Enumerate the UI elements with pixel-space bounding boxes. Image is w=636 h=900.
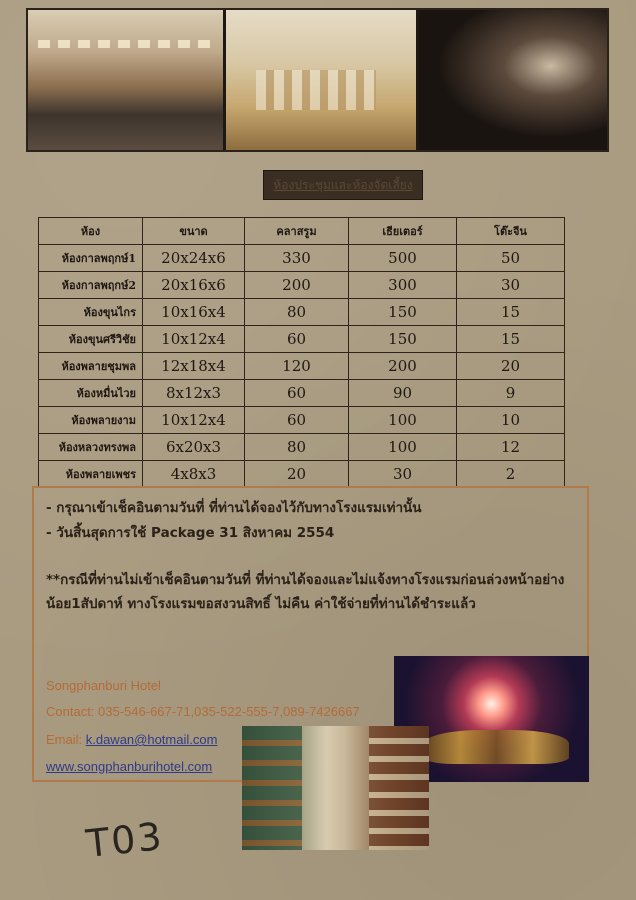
classroom-capacity: 60 xyxy=(245,380,349,407)
table-row xyxy=(39,407,565,434)
header-room: ห้อง xyxy=(39,218,143,245)
table-row xyxy=(39,434,565,461)
table-header-row xyxy=(39,218,565,245)
theater-capacity: 150 xyxy=(349,299,457,326)
room-size: 20x16x6 xyxy=(143,272,245,299)
header-classroom: คลาสรูม xyxy=(245,218,349,245)
theater-capacity: 150 xyxy=(349,326,457,353)
chinese-table-capacity: 50 xyxy=(457,245,565,272)
email-link[interactable]: k.dawan@hotmail.com xyxy=(85,732,218,747)
theater-capacity: 30 xyxy=(349,461,457,488)
photo-meeting-room xyxy=(223,10,416,150)
chinese-table-capacity: 12 xyxy=(457,434,565,461)
table-row xyxy=(39,272,565,299)
package-expiry-note: - วันสิ้นสุดการใช้ Package 31 สิงหาคม 2554 xyxy=(46,525,335,541)
room-name: ห้องพลายงาม xyxy=(39,407,143,434)
table-row xyxy=(39,326,565,353)
chinese-table-capacity: 10 xyxy=(457,407,565,434)
theater-capacity: 100 xyxy=(349,407,457,434)
chinese-table-capacity: 9 xyxy=(457,380,565,407)
no-refund-note: **กรณีที่ท่านไม่เข้าเช็คอินตามวันที่ ที่ท่านได้จองและไม่แจ้งทางโรงแรมก่อนล่วงหน้าอย่างน้อย1สัปดาห์ ทางโรงแรมขอสงวนสิทธิ์ ไม่คืน ค่าใช้จ่ายที่ท่านได้ชำระแล้ว xyxy=(46,572,565,612)
room-size: 8x12x3 xyxy=(143,380,245,407)
photo-stage-event xyxy=(416,10,607,150)
classroom-capacity: 80 xyxy=(245,299,349,326)
chinese-table-capacity: 15 xyxy=(457,299,565,326)
room-size: 6x20x3 xyxy=(143,434,245,461)
room-name: ห้องขุนศรีวิชัย xyxy=(39,326,143,353)
contact-email-line xyxy=(46,732,217,747)
classroom-capacity: 120 xyxy=(245,353,349,380)
room-size: 12x18x4 xyxy=(143,353,245,380)
classroom-capacity: 80 xyxy=(245,434,349,461)
table-row xyxy=(39,380,565,407)
theater-capacity: 500 xyxy=(349,245,457,272)
theater-capacity: 200 xyxy=(349,353,457,380)
room-name: ห้องหลวงทรงพล xyxy=(39,434,143,461)
room-size: 10x16x4 xyxy=(143,299,245,326)
meeting-room-table xyxy=(38,217,565,488)
room-size: 10x12x4 xyxy=(143,407,245,434)
website-link[interactable]: www.songphanburihotel.com xyxy=(46,759,213,774)
table-row xyxy=(39,353,565,380)
chinese-table-capacity: 15 xyxy=(457,326,565,353)
classroom-capacity: 60 xyxy=(245,407,349,434)
contact-phone: Contact: 035-546-667-71,035-522-555-7,089-7426667 xyxy=(46,704,360,719)
header-chinese-table: โต๊ะจีน xyxy=(457,218,565,245)
table-row xyxy=(39,299,565,326)
room-name: ห้องหมื่นไวย xyxy=(39,380,143,407)
classroom-capacity: 20 xyxy=(245,461,349,488)
table-row xyxy=(39,461,565,488)
chinese-table-capacity: 30 xyxy=(457,272,565,299)
handwritten-mark: T03 xyxy=(83,814,166,866)
room-size: 10x12x4 xyxy=(143,326,245,353)
table-row xyxy=(39,245,565,272)
room-name: ห้องขุนไกร xyxy=(39,299,143,326)
photo-strip xyxy=(26,8,609,152)
photo-old-market xyxy=(242,726,429,850)
theater-capacity: 90 xyxy=(349,380,457,407)
chinese-table-capacity: 2 xyxy=(457,461,565,488)
header-theater: เธียเตอร์ xyxy=(349,218,457,245)
room-size: 4x8x3 xyxy=(143,461,245,488)
theater-capacity: 300 xyxy=(349,272,457,299)
photo-banquet-hall xyxy=(28,10,223,150)
room-name: ห้องพลายชุมพล xyxy=(39,353,143,380)
header-size: ขนาด xyxy=(143,218,245,245)
classroom-capacity: 200 xyxy=(245,272,349,299)
room-name: ห้องกาลพฤกษ์1 xyxy=(39,245,143,272)
section-heading: ห้องประชุมและห้องจัดเลี้ยง xyxy=(263,170,423,200)
theater-capacity: 100 xyxy=(349,434,457,461)
email-label: Email: xyxy=(46,732,86,747)
chinese-table-capacity: 20 xyxy=(457,353,565,380)
room-name: ห้องกาลพฤกษ์2 xyxy=(39,272,143,299)
room-size: 20x24x6 xyxy=(143,245,245,272)
room-name: ห้องพลายเพชร xyxy=(39,461,143,488)
classroom-capacity: 60 xyxy=(245,326,349,353)
hotel-name: Songphanburi Hotel xyxy=(46,678,161,693)
checkin-note: - กรุณาเข้าเช็คอินตามวันที่ ที่ท่านได้จองไว้กับทางโรงแรมเท่านั้น xyxy=(46,500,422,516)
classroom-capacity: 330 xyxy=(245,245,349,272)
